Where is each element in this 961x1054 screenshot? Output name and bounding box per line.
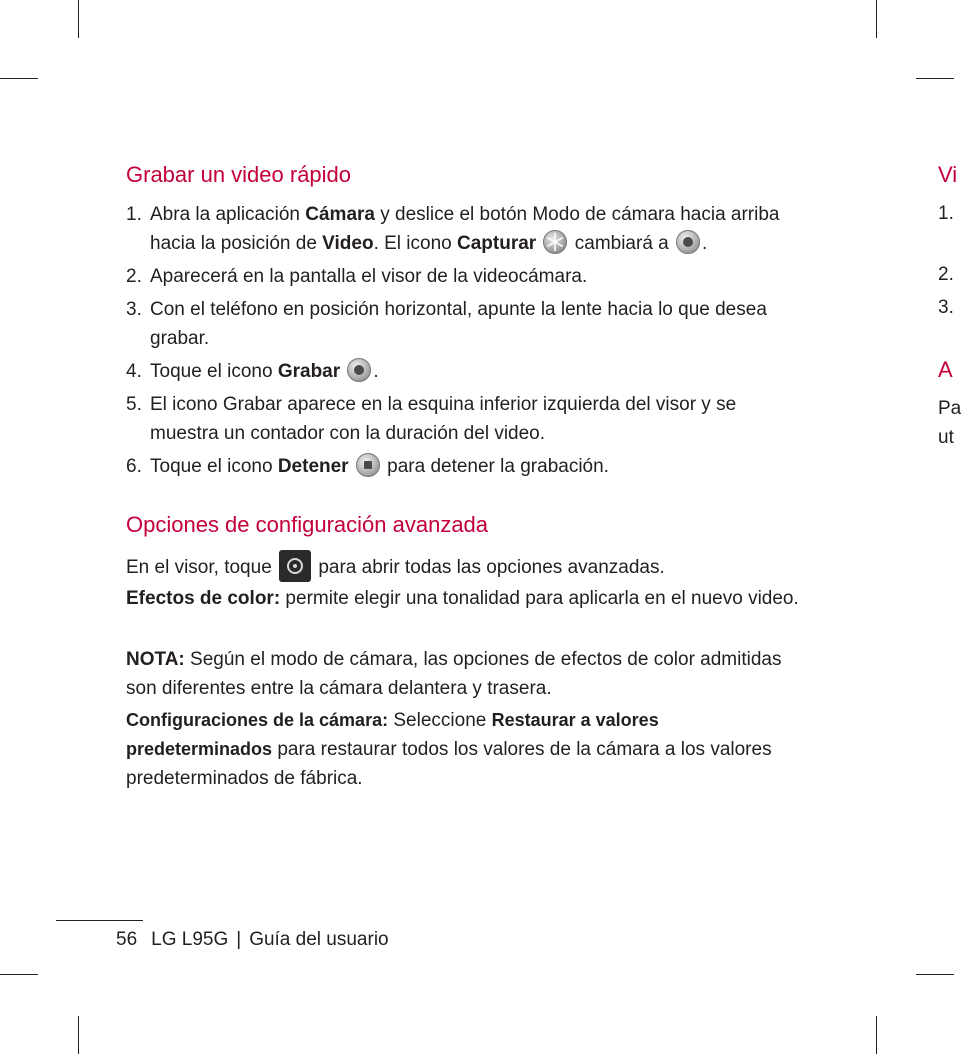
advanced-intro bbox=[126, 550, 806, 582]
fragment-number: 1. bbox=[938, 203, 954, 224]
footer-separator: | bbox=[236, 929, 242, 950]
fragment-heading: Vi bbox=[938, 162, 958, 187]
intro-text: En el visor, toque bbox=[126, 557, 278, 578]
crop-mark bbox=[78, 0, 79, 38]
footer-rule bbox=[56, 920, 143, 921]
list-item bbox=[126, 390, 806, 448]
capture-label: Capturar bbox=[457, 233, 537, 254]
list-item bbox=[126, 357, 806, 386]
crop-mark bbox=[0, 78, 38, 79]
note-text: Según el modo de cámara, las opciones de efectos de color admitidas son diferentes entre la cámara delantera y trasera. bbox=[126, 649, 782, 699]
list-item bbox=[126, 262, 806, 291]
step-number: 3. bbox=[126, 299, 142, 320]
list-item bbox=[126, 295, 806, 353]
step-text: . El icono bbox=[373, 233, 457, 254]
stop-label: Detener bbox=[277, 456, 349, 477]
camera-app-label: Cámara bbox=[305, 204, 375, 225]
video-mode-label: Video bbox=[322, 233, 374, 254]
intro-text: para abrir todas las opciones avanzadas. bbox=[313, 557, 665, 578]
camera-settings-label: Configuraciones de la cámara: bbox=[126, 710, 389, 730]
fragment-heading: A bbox=[938, 357, 953, 382]
step-number: 1. bbox=[126, 204, 142, 225]
record-label: Grabar bbox=[277, 361, 341, 382]
page-footer bbox=[116, 929, 389, 951]
crop-mark bbox=[0, 974, 38, 975]
list-item bbox=[126, 200, 806, 258]
color-effects-label: Efectos de color: bbox=[126, 588, 281, 609]
crop-mark bbox=[916, 974, 954, 975]
list-item bbox=[126, 452, 806, 481]
crop-mark bbox=[876, 0, 877, 38]
step-text: para detener la grabación. bbox=[381, 456, 609, 477]
color-effects-paragraph bbox=[126, 584, 806, 613]
step-text: . bbox=[702, 233, 708, 254]
fragment-number: 3. bbox=[938, 297, 954, 318]
step-text: Con el teléfono en posición horizontal, apunte la lente hacia lo que desea grabar. bbox=[150, 299, 767, 349]
settings-icon bbox=[279, 550, 311, 582]
steps-list bbox=[126, 200, 806, 485]
step-text: Abra la aplicación bbox=[150, 204, 306, 225]
step-text: El icono Grabar aparece en la esquina inferior izquierda del visor y se muestra un contador con la duración del video. bbox=[150, 394, 737, 444]
shutter-icon bbox=[543, 230, 567, 254]
step-text: cambiará a bbox=[569, 233, 675, 254]
step-number: 4. bbox=[126, 361, 142, 382]
record-icon bbox=[676, 230, 700, 254]
step-text: . bbox=[373, 361, 379, 382]
note-paragraph bbox=[126, 645, 806, 703]
device-model: LG L95G bbox=[151, 929, 229, 950]
guide-title: Guía del usuario bbox=[249, 929, 389, 950]
record-icon bbox=[347, 358, 371, 382]
camera-settings-paragraph bbox=[126, 706, 806, 793]
page-number: 56 bbox=[116, 929, 138, 950]
fragment-text: ut bbox=[938, 427, 954, 448]
fragment-text: Pa bbox=[938, 398, 961, 419]
crop-mark bbox=[78, 1016, 79, 1054]
camera-settings-text: para restaurar todos los valores de la cámara a los valores predeterminados de fábrica. bbox=[126, 739, 772, 789]
step-number: 5. bbox=[126, 394, 142, 415]
fragment-number: 2. bbox=[938, 264, 954, 285]
step-text: Toque el icono bbox=[150, 361, 278, 382]
step-number: 2. bbox=[126, 266, 142, 287]
camera-settings-text: Seleccione bbox=[388, 710, 492, 731]
crop-mark bbox=[876, 1016, 877, 1054]
section-title-quick-video: Grabar un video rápido bbox=[126, 162, 352, 187]
step-text: y deslice el botón Modo de cámara hacia arriba hacia la posición de bbox=[150, 204, 780, 254]
step-text: Aparecerá en la pantalla el visor de la videocámara. bbox=[150, 266, 588, 287]
step-number: 6. bbox=[126, 456, 142, 477]
next-page-fragment bbox=[938, 0, 961, 460]
note-label: NOTA: bbox=[126, 649, 185, 670]
color-effects-text: permite elegir una tonalidad para aplicarla en el nuevo video. bbox=[280, 588, 799, 609]
step-text: Toque el icono bbox=[150, 456, 278, 477]
stop-icon bbox=[356, 453, 380, 477]
section-title-advanced: Opciones de configuración avanzada bbox=[126, 512, 489, 537]
restore-defaults-label: Restaurar a valores predeterminados bbox=[126, 710, 659, 759]
